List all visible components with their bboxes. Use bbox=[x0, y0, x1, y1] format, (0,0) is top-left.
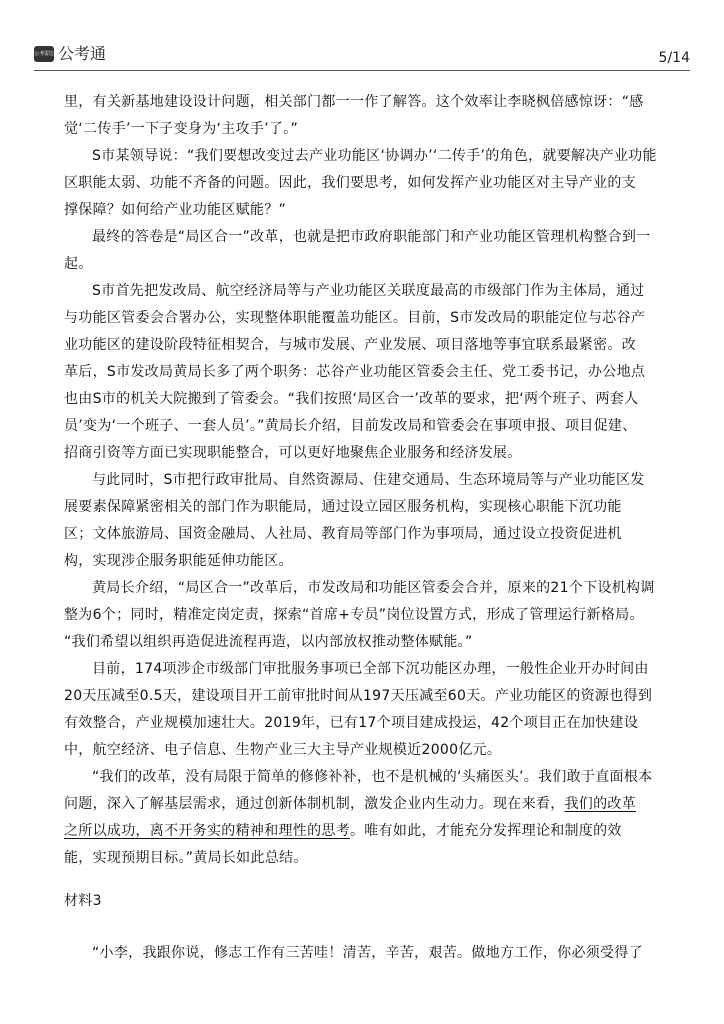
text-line: 构，实现涉企服务职能延伸功能区。 bbox=[64, 553, 293, 569]
text-segment: 。唯有如此，才能充分发挥理论和制度的效 bbox=[350, 823, 622, 839]
page-number: 5/14 bbox=[658, 50, 690, 66]
text-line: 里，有关新基地建设设计问题，相关部门都一一作了解答。这个效率让李晓枫倍感惊讶：“感 bbox=[64, 94, 644, 110]
text-line: S市某领导说：“我们要想改变过去产业功能区‘协调办’‘二传手’的角色，就要解决产业功能 bbox=[92, 148, 657, 164]
text-line: 有效整合，产业规模加速壮大。2019年，已有17个项目建成投运，42个项目正在加快建设 bbox=[64, 715, 639, 731]
text-line: 区；文体旅游局、国资金融局、人社局、教育局等部门作为事项局，通过设立投资促进机 bbox=[64, 526, 622, 542]
underlined-text: 之所以成功，离不开务实的精神和理性的思考 bbox=[64, 823, 350, 839]
text-line: 革后，S市发改局黄局长多了两个职务：芯谷产业功能区管委会主任、党工委书记，办公地点 bbox=[64, 364, 646, 380]
text-line: “小李，我跟你说，修志工作有三苦哇！清苦，辛苦，艰苦。做地方工作，你必须受得了 bbox=[92, 945, 643, 961]
text-line: 目前，174项涉企市级部门审批服务事项已全部下沉功能区办理，一般性企业开办时间由 bbox=[92, 661, 649, 677]
text-line: 与此同时，S市把行政审批局、自然资源局、住建交通局、生态环境局等与产业功能区发 bbox=[92, 472, 645, 488]
text-line: 最终的答卷是“局区合一”改革，也就是把市政府职能部门和产业功能区管理机构整合到一 bbox=[92, 229, 651, 245]
text-line: 业功能区的建设阶段特征相契合，与城市发展、产业发展、项目落地等事宜联系最紧密。改 bbox=[64, 337, 636, 353]
text-line: 与功能区管委会合署办公，实现整体职能覆盖功能区。目前，S市发改局的职能定位与芯谷产 bbox=[64, 310, 646, 326]
header-divider bbox=[34, 70, 690, 71]
text-line: 整为6个；同时，精准定岗定责，探索“首席+专员”岗位设置方式，形成了管理运行新格局。 bbox=[64, 607, 644, 623]
text-line: 也由S市的机关大院搬到了管委会。“我们按照‘局区合一’改革的要求，把‘两个班子、两套人 bbox=[64, 391, 639, 407]
text-line: 能，实现预期目标。”黄局长如此总结。 bbox=[64, 850, 308, 866]
text-line: 觉‘二传手’一下子变身为‘主攻手’了。” bbox=[64, 121, 299, 137]
text-line: 起。 bbox=[64, 256, 93, 272]
text-segment: 问题，深入了解基层需求，通过创新体制机制，激发企业内生动力。现在来看， bbox=[64, 796, 565, 812]
text-line: 展要素保障紧密相关的部门作为职能局，通过设立园区服务机构，实现核心职能下沉功能 bbox=[64, 499, 622, 515]
text-line: “我们希望以组织再造促进流程再造，以内部放权推动整体赋能。” bbox=[64, 634, 473, 650]
document-body bbox=[64, 89, 664, 967]
text-line: 区职能太弱、功能不齐备的问题。因此，我们要思考，如何发挥产业功能区对主导产业的支 bbox=[64, 175, 636, 191]
text-line: 员’变为‘一个班子、一套人员’。”黄局长介绍，目前发改局和管委会在事项申报、项目促建、 bbox=[64, 418, 637, 434]
text-line: 招商引资等方面已实现职能整合，可以更好地聚焦企业服务和经济发展。 bbox=[64, 445, 522, 461]
brand-logo: 公考雷达 bbox=[34, 46, 54, 62]
section-heading: 材料3 bbox=[64, 893, 102, 909]
text-line: 中，航空经济、电子信息、生物产业三大主导产业规模近2000亿元。 bbox=[64, 742, 502, 758]
text-line: 黄局长介绍，“局区合一”改革后，市发改局和功能区管委会合并，原来的21个下设机构调 bbox=[92, 580, 655, 596]
text-line: 撑保障？如何给产业功能区赋能？” bbox=[64, 202, 287, 218]
text-line: “我们的改革，没有局限于简单的修修补补，也不是机械的‘头痛医头’。我们敢于直面根本 bbox=[92, 769, 653, 785]
brand-name: 公考通 bbox=[58, 44, 107, 63]
page-header bbox=[34, 44, 690, 70]
text-line: S市首先把发改局、航空经济局等与产业功能区关联度最高的市级部门作为主体局，通过 bbox=[92, 283, 645, 299]
text-line: 20天压减至0.5天，建设项目开工前审批时间从197天压减至60天。产业功能区的资源也得到 bbox=[64, 688, 653, 704]
text-line bbox=[64, 791, 664, 818]
text-line bbox=[64, 818, 664, 845]
underlined-text: 我们的改革 bbox=[564, 796, 636, 812]
